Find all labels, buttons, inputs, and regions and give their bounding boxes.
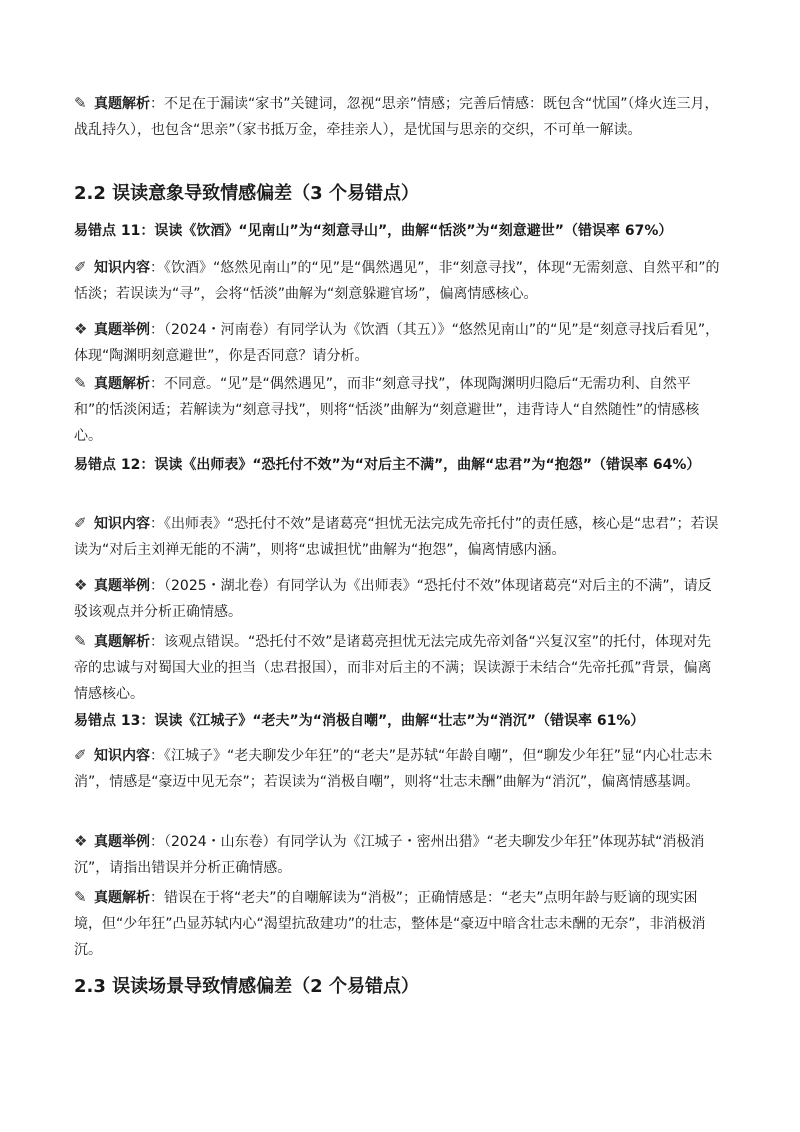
pencil-icon: ✐ (74, 514, 87, 532)
analysis-paragraph (74, 884, 724, 963)
diamond-bullet-icon: ❖ (74, 576, 88, 594)
knowledge-paragraph (74, 510, 724, 563)
knowledge-paragraph (74, 254, 724, 307)
analysis-label: 真题解析 (94, 890, 150, 906)
analysis-label: 真题解析 (94, 634, 150, 650)
paperclip-icon: ✎ (74, 374, 87, 392)
knowledge-paragraph (74, 742, 724, 795)
analysis-text: ：不足在于漏读“家书”关键词，忽视“思亲”情感；完善后情感：既包含“忧国”（烽火连三月，战乱持久），也包含“思亲”（家书抵万金，牵挂亲人），是忧国与思亲的交织，不可单一解读。 (74, 96, 719, 138)
example-paragraph (74, 572, 724, 625)
example-text: ：（2025・湖北卷）有同学认为《出师表》“恐托付不效”体现诸葛亮“对后主的不满”，请反驳该观点并分析正确情感。 (74, 578, 712, 620)
error-point-title: 易错点 13：误读《江城子》“老夫”为“消极自嘲”，曲解“壮志”为“消沉”（错误率 61%） (74, 713, 645, 729)
knowledge-label: 知识内容 (94, 516, 150, 532)
diamond-bullet-icon: ❖ (74, 832, 88, 850)
paperclip-icon: ✎ (74, 94, 87, 112)
error-point-title: 易错点 12：误读《出师表》“恐托付不效”为“对后主不满”，曲解“忠君”为“抱怨”（错误率 64%） (74, 457, 701, 473)
analysis-text: ：不同意。“见”是“偶然遇见”，而非“刻意寻找”，体现陶渊明归隐后“无需功利、自然平和”的恬淡闲适；若解读为“刻意寻找”，则将“恬淡”曲解为“刻意避世”，违背诗人“自然随性”的情感核心。 (74, 376, 700, 444)
example-text: ：（2024・河南卷）有同学认为《饮酒（其五）》“悠然见南山”的“见”是“刻意寻找后看见”，体现“陶渊明刻意避世”，你是否同意？请分析。 (74, 322, 720, 364)
analysis-text: ：错误在于将“老夫”的自嘲解读为“消极”；正确情感是：“老夫”点明年龄与贬谪的现实困境，但“少年狂”凸显苏轼内心“渴望抗敌建功”的壮志，整体是“豪迈中暗含壮志未酬的无奈”，非消极消沉。 (74, 890, 706, 958)
paperclip-icon: ✎ (74, 888, 87, 906)
analysis-text: ：该观点错误。“恐托付不效”是诸葛亮担忧无法完成先帝刘备“兴复汉室”的托付，体现对先帝的忠诚与对蜀国大业的担当（忠君报国），而非对后主的不满；误读源于未结合“先帝托孤”背景，偏离情感核心。 (74, 634, 712, 702)
analysis-paragraph (74, 370, 724, 449)
example-label: 真题举例 (94, 322, 150, 338)
pencil-icon: ✐ (74, 746, 87, 764)
example-label: 真题举例 (94, 578, 150, 594)
error-point-title: 易错点 11：误读《饮酒》“见南山”为“刻意寻山”，曲解“恬淡”为“刻意避世”（错误率 67%） (74, 223, 673, 239)
analysis-paragraph (74, 628, 724, 707)
analysis-paragraph (74, 90, 724, 143)
paperclip-icon: ✎ (74, 632, 87, 650)
knowledge-text: ：《江城子》“老夫聊发少年狂”的“老夫”是苏轼“年龄自嘲”，但“聊发少年狂”显“内心壮志未消”，情感是“豪迈中见无奈”；若误读为“消极自嘲”，则将“壮志未酬”曲解为“消沉”，偏离情感基调。 (74, 748, 713, 790)
section-heading: 2.2 误读意象导致情感偏差（3 个易错点） (74, 183, 419, 204)
analysis-label: 真题解析 (94, 376, 150, 392)
section-heading: 2.3 误读场景导致情感偏差（2 个易错点） (74, 976, 419, 997)
knowledge-text: ：《出师表》“恐托付不效”是诸葛亮“担忧无法完成先帝托付”的责任感，核心是“忠君”；若误读为“对后主刘禅无能的不满”，则将“忠诚担忧”曲解为“抱怨”，偏离情感内涵。 (74, 516, 719, 558)
example-paragraph (74, 316, 724, 369)
diamond-bullet-icon: ❖ (74, 320, 88, 338)
example-text: ：（2024・山东卷）有同学认为《江城子・密州出猎》“老夫聊发少年狂”体现苏轼“消极消沉”，请指出错误并分析正确情感。 (74, 834, 705, 876)
knowledge-label: 知识内容 (94, 260, 150, 276)
pencil-icon: ✐ (74, 258, 87, 276)
knowledge-text: ：《饮酒》“悠然见南山”的“见”是“偶然遇见”，非“刻意寻找”，体现“无需刻意、自然平和”的恬淡；若误读为“寻”，会将“恬淡”曲解为“刻意躲避官场”，偏离情感核心。 (74, 260, 720, 302)
analysis-label: 真题解析 (94, 96, 150, 112)
example-paragraph (74, 828, 724, 881)
example-label: 真题举例 (94, 834, 150, 850)
knowledge-label: 知识内容 (94, 748, 150, 764)
